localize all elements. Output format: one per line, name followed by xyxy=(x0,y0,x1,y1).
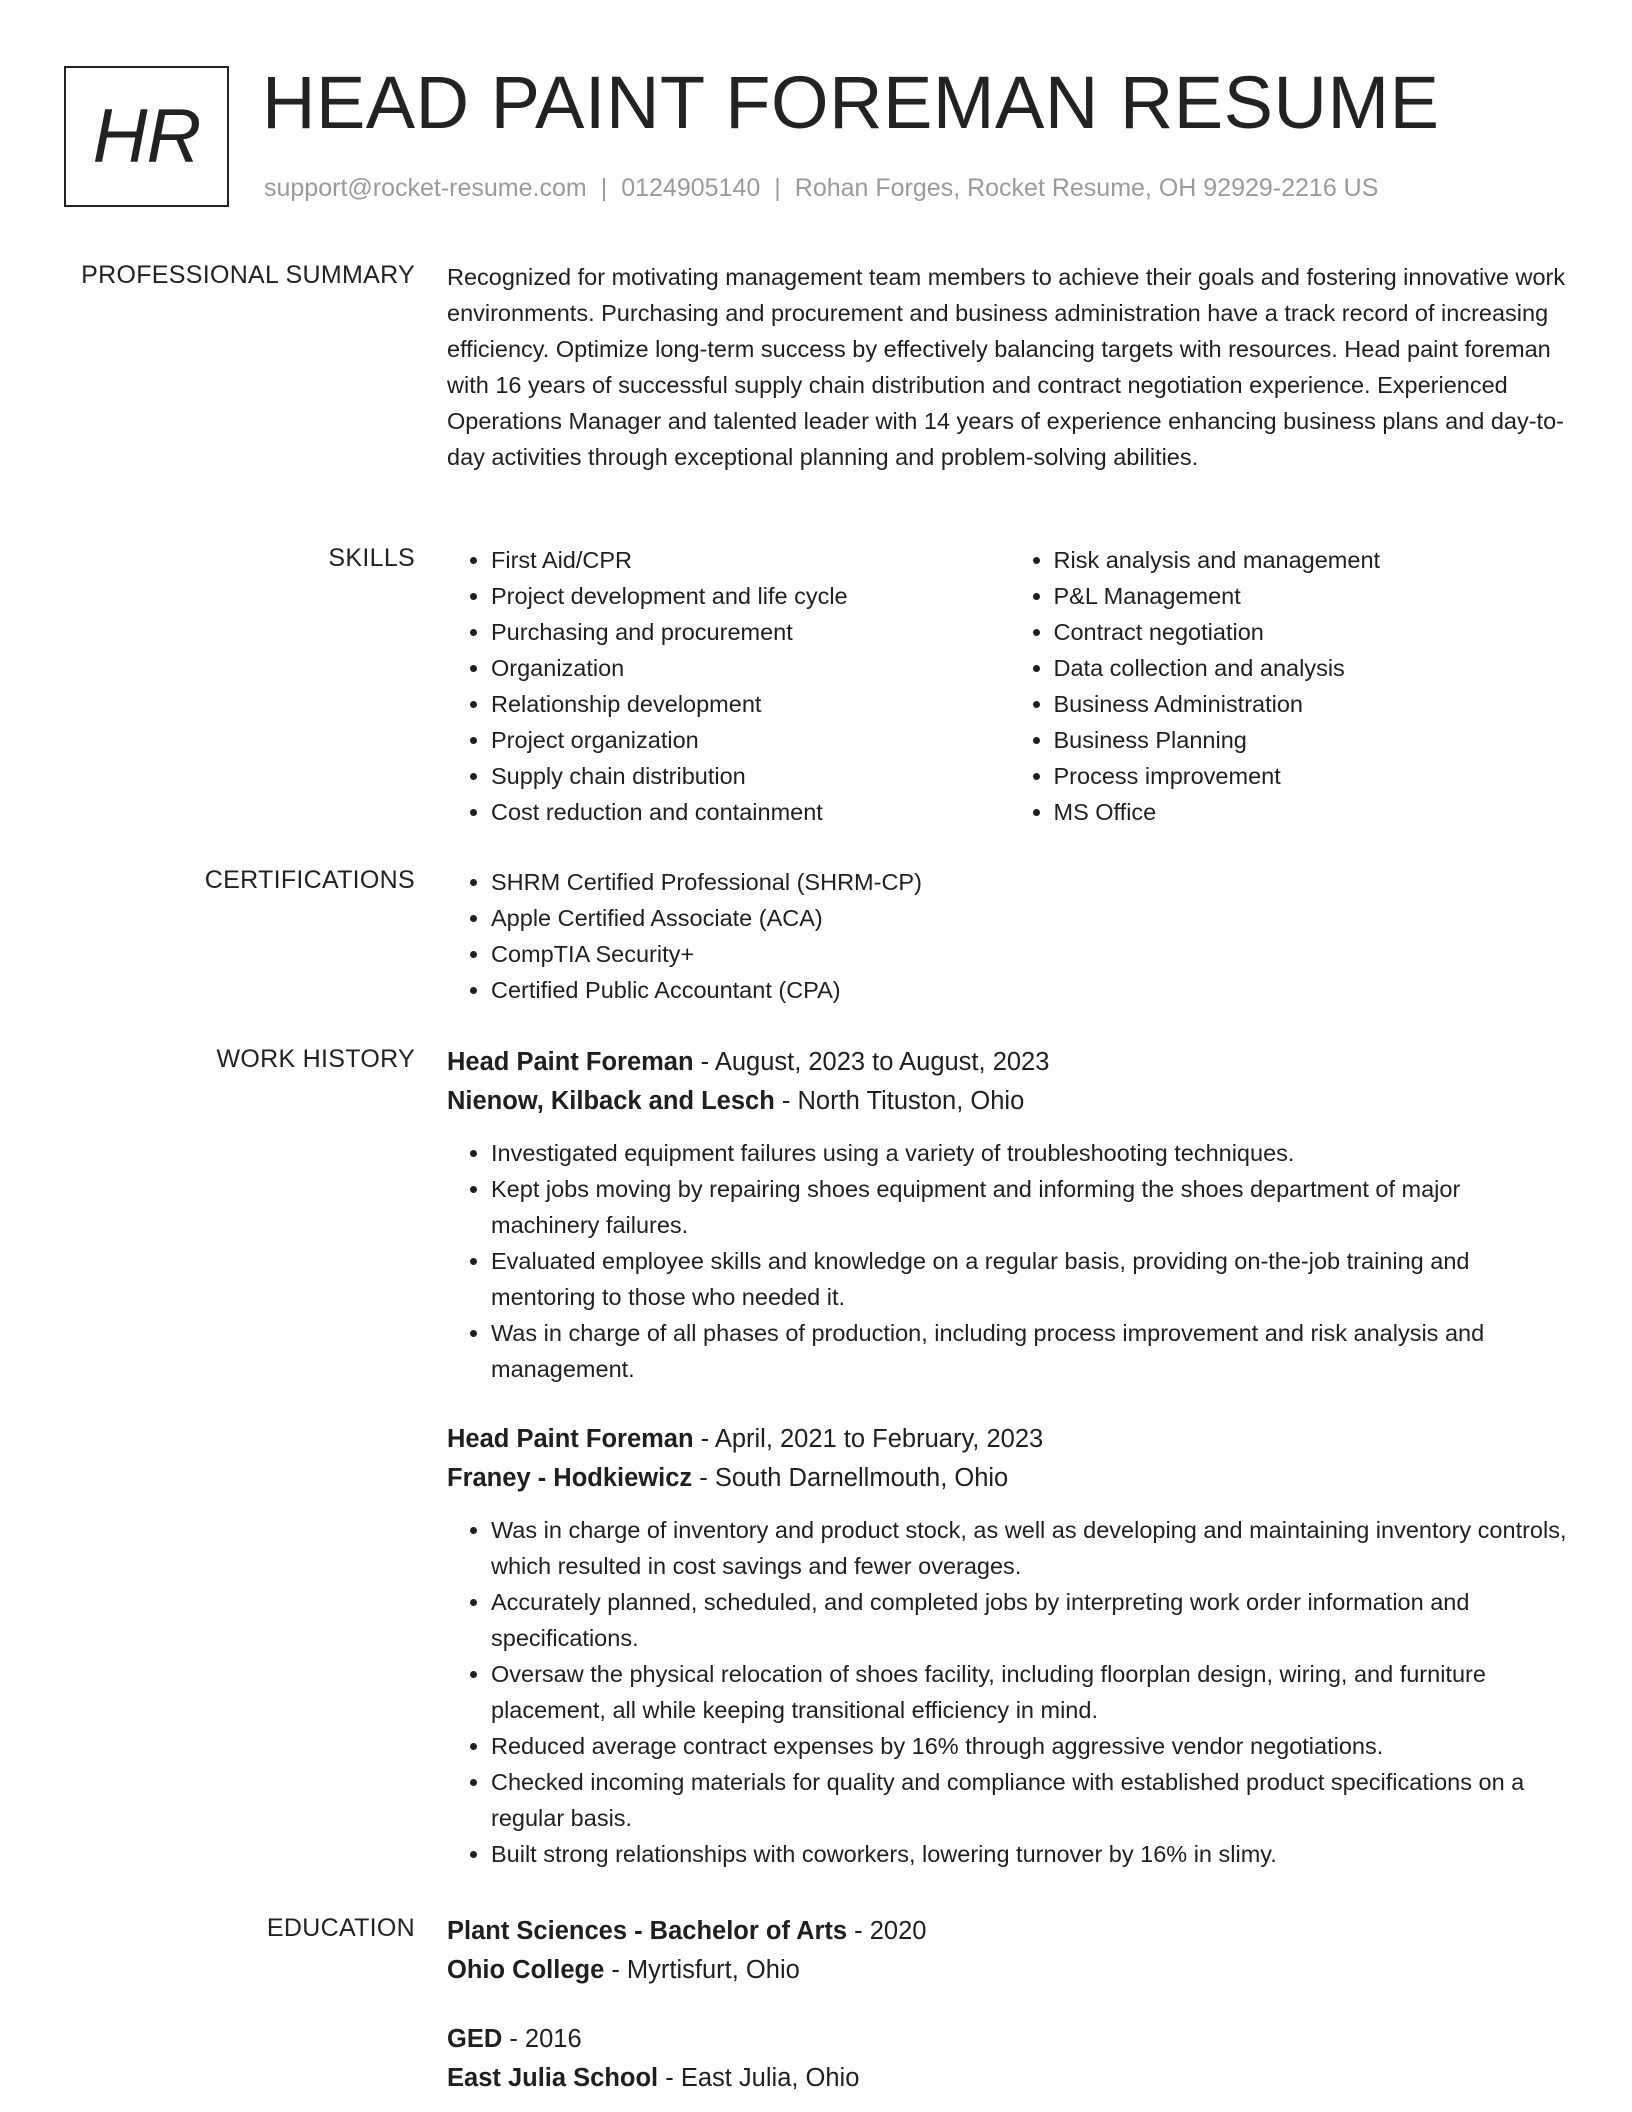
job-duty: • Reduced average contract expenses by 16% through aggressive vendor negotiations. xyxy=(491,1728,1572,1764)
skill-item: • Purchasing and procurement xyxy=(491,614,1010,650)
skill-item: • Project development and life cycle xyxy=(491,578,1010,614)
job-location: - South Darnellmouth, Ohio xyxy=(692,1464,1009,1492)
monogram-badge: HR xyxy=(64,66,229,207)
certification-item: • CompTIA Security+ xyxy=(491,936,1572,972)
skill-item: • Business Planning xyxy=(1054,722,1573,758)
job-title-line xyxy=(447,1420,1572,1459)
skills-list-right xyxy=(1010,542,1573,830)
education-degree: GED xyxy=(447,2025,503,2053)
education-entry xyxy=(447,1912,1572,1990)
job-duty: • Evaluated employee skills and knowledge on a regular basis, providing on-the-job training and mentoring to those who needed it. xyxy=(491,1243,1572,1315)
skills-list-left xyxy=(447,542,1010,830)
contact-separator: | xyxy=(600,174,608,202)
skill-item: • Business Administration xyxy=(1054,686,1573,722)
job-duties-list xyxy=(447,1135,1572,1387)
job-entry xyxy=(447,1420,1572,1872)
job-dates: - April, 2021 to February, 2023 xyxy=(693,1425,1044,1453)
resume-header xyxy=(64,61,1592,216)
education-body xyxy=(447,1912,1572,1990)
education-school: East Julia School xyxy=(447,2064,659,2092)
contact-separator: | xyxy=(774,174,781,202)
contact-line xyxy=(264,174,1378,203)
job-duty: • Checked incoming materials for quality and compliance with established product specifications on a regular basis. xyxy=(491,1764,1572,1836)
education-school: Ohio College xyxy=(447,1956,605,1984)
education-body-continued xyxy=(447,2020,1572,2098)
job-dates: - August, 2023 to August, 2023 xyxy=(693,1048,1050,1076)
job-title-line xyxy=(447,1043,1572,1082)
contact-email: support@rocket-resume.com xyxy=(264,174,587,202)
certification-item: • SHRM Certified Professional (SHRM-CP) xyxy=(491,864,1572,900)
contact-phone: 0124905140 xyxy=(621,174,761,202)
job-title: Head Paint Foreman xyxy=(447,1048,694,1076)
page-title: HEAD PAINT FOREMAN RESUME xyxy=(262,61,1440,144)
skill-item: • MS Office xyxy=(1054,794,1573,830)
job-duty: • Accurately planned, scheduled, and completed jobs by interpreting work order information and specifications. xyxy=(491,1584,1572,1656)
job-entry xyxy=(447,1043,1572,1387)
work-history-body-continued xyxy=(447,1420,1572,1872)
job-title: Head Paint Foreman xyxy=(447,1425,694,1453)
skill-item: • Relationship development xyxy=(491,686,1010,722)
education-location: - East Julia, Ohio xyxy=(658,2064,860,2092)
skill-item: • First Aid/CPR xyxy=(491,542,1010,578)
job-company-line xyxy=(447,1459,1572,1498)
summary-body xyxy=(447,259,1572,475)
skill-item: • Project organization xyxy=(491,722,1010,758)
contact-address: Rohan Forges, Rocket Resume, OH 92929-2216 US xyxy=(794,174,1379,202)
job-duty: • Investigated equipment failures using a variety of troubleshooting techniques. xyxy=(491,1135,1572,1171)
skill-item: • Data collection and analysis xyxy=(1054,650,1573,686)
skills-body xyxy=(447,542,1572,830)
skill-item: • Cost reduction and containment xyxy=(491,794,1010,830)
job-duty: • Oversaw the physical relocation of shoes facility, including floorplan design, wiring, and furniture placement, all while keeping transitional efficiency in mind. xyxy=(491,1656,1572,1728)
job-company-line xyxy=(447,1082,1572,1121)
education-location: - Myrtisfurt, Ohio xyxy=(604,1956,800,1984)
education-year: - 2020 xyxy=(847,1917,927,1945)
education-school-line xyxy=(447,1951,1572,1990)
summary-text: Recognized for motivating management team members to achieve their goals and fostering innovative work environments. Purchasing and procurement and business administration have a track record of increasing efficiency. Optimize long-term success by effectively balancing targets with resources. Head paint foreman with 16 years of successful supply chain distribution and contract negotiation experience. Experienced Operations Manager and talented leader with 14 years of experience enhancing business plans and day-to-day activities through exceptional planning and problem-solving abilities. xyxy=(447,264,1566,470)
skill-item: • Supply chain distribution xyxy=(491,758,1010,794)
section-label-skills: SKILLS xyxy=(328,544,415,572)
certifications-body xyxy=(447,864,1572,1008)
job-company: Nienow, Kilback and Lesch xyxy=(447,1087,775,1115)
skill-item: • P&L Management xyxy=(1054,578,1573,614)
job-duty: • Was in charge of inventory and product stock, as well as developing and maintaining inventory controls, which resulted in cost savings and fewer overages. xyxy=(491,1512,1572,1584)
certification-item: • Certified Public Accountant (CPA) xyxy=(491,972,1572,1008)
job-duties-list xyxy=(447,1512,1572,1872)
job-duty: • Built strong relationships with coworkers, lowering turnover by 16% in slimy. xyxy=(491,1836,1572,1872)
education-degree-line xyxy=(447,1912,1572,1951)
education-degree: Plant Sciences - Bachelor of Arts xyxy=(447,1917,848,1945)
section-label-summary: PROFESSIONAL SUMMARY xyxy=(81,261,415,289)
section-label-work-history: WORK HISTORY xyxy=(216,1045,415,1073)
job-location: - North Tituston, Ohio xyxy=(774,1087,1025,1115)
skill-item: • Organization xyxy=(491,650,1010,686)
job-company: Franey - Hodkiewicz xyxy=(447,1464,693,1492)
certifications-list xyxy=(447,864,1572,1008)
job-duty: • Kept jobs moving by repairing shoes equipment and informing the shoes department of major machinery failures. xyxy=(491,1171,1572,1243)
education-degree-line xyxy=(447,2020,1572,2059)
certification-item: • Apple Certified Associate (ACA) xyxy=(491,900,1572,936)
education-year: - 2016 xyxy=(502,2025,582,2053)
skill-item: • Contract negotiation xyxy=(1054,614,1573,650)
section-label-education: EDUCATION xyxy=(266,1914,415,1942)
job-duty: • Was in charge of all phases of production, including process improvement and risk analysis and management. xyxy=(491,1315,1572,1387)
education-entry xyxy=(447,2020,1572,2098)
skill-item: • Process improvement xyxy=(1054,758,1573,794)
work-history-body xyxy=(447,1043,1572,1387)
education-school-line xyxy=(447,2059,1572,2098)
section-label-certifications: CERTIFICATIONS xyxy=(204,866,415,894)
skill-item: • Risk analysis and management xyxy=(1054,542,1573,578)
